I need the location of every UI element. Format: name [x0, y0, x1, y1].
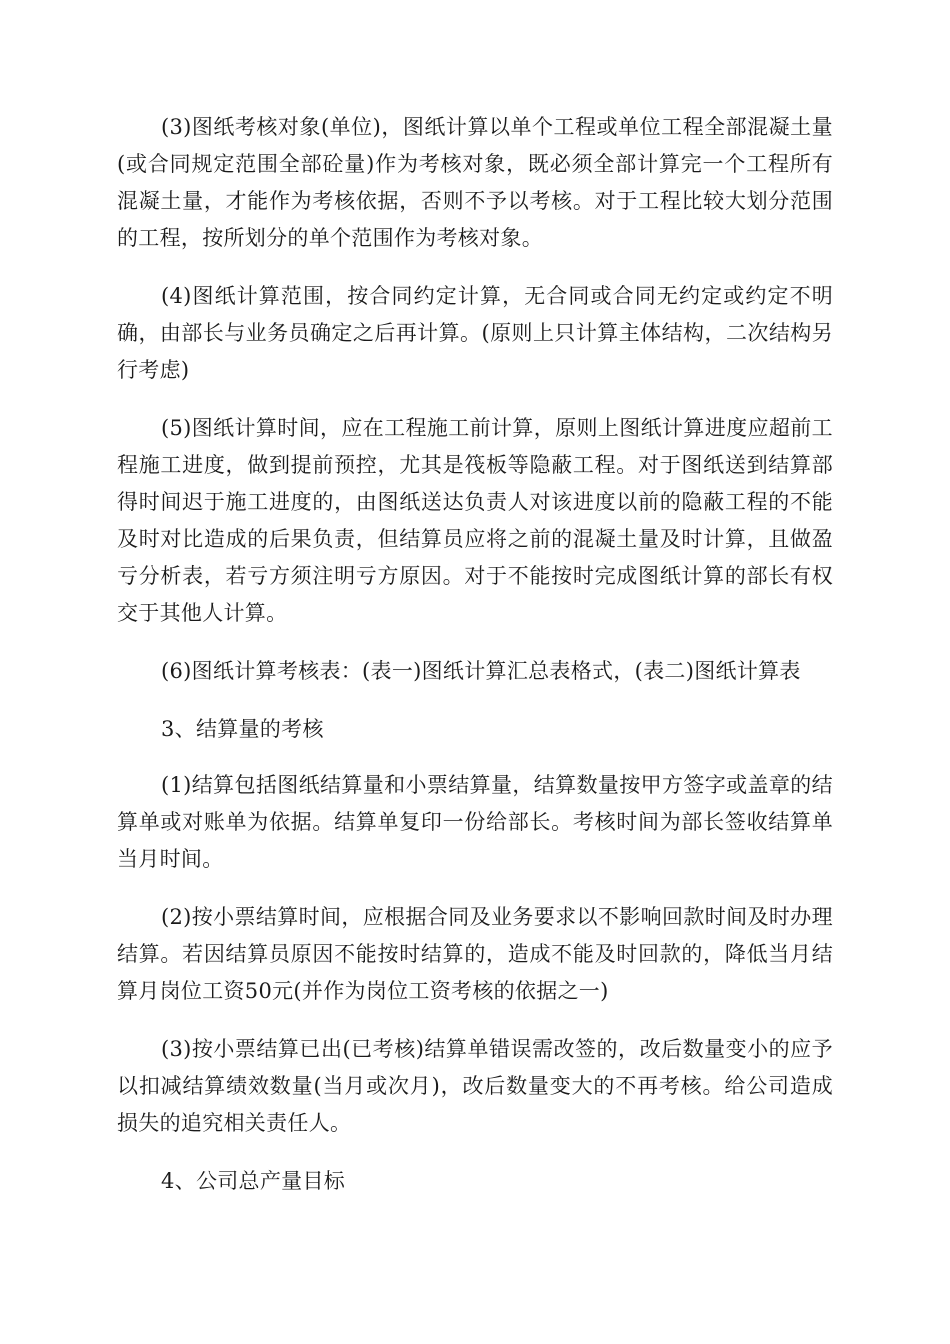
- paragraph-ticket-settlement-time: (2)按小票结算时间，应根据合同及业务要求以不影响回款时间及时办理结算。若因结算员原因不能按时结算的，造成不能及时回款的，降低当月结算月岗位工资50元(并作为岗位工资考核的依据之一): [117, 905, 833, 1003]
- document-page: [117, 109, 833, 1219]
- paragraph-drawing-calculation-scope: (4)图纸计算范围，按合同约定计算，无合同或合同无约定或约定不明确，由部长与业务员确定之后再计算。(原则上只计算主体结构，二次结构另行考虑): [117, 284, 833, 382]
- section-heading-settlement-assessment: 3、结算量的考核: [161, 717, 324, 741]
- paragraph-settlement-correction: (3)按小票结算已出(已考核)结算单错误需改签的，改后数量变小的应予以扣减结算绩效数量(当月或次月)，改后数量变大的不再考核。给公司造成损失的追究相关责任人。: [117, 1037, 833, 1135]
- section-heading-total-output-target: 4、公司总产量目标: [161, 1169, 346, 1193]
- paragraph-drawing-assessment-tables: (6)图纸计算考核表：(表一)图纸计算汇总表格式，(表二)图纸计算表: [161, 659, 801, 683]
- paragraph-drawing-calculation-time: (5)图纸计算时间，应在工程施工前计算，原则上图纸计算进度应超前工程施工进度，做到提前预控，尤其是筏板等隐蔽工程。对于图纸送到结算部得时间迟于施工进度的，由图纸送达负责人对该进度以前的隐蔽工程的不能及时对比造成的后果负责，但结算员应将之前的混凝土量及时计算，且做盈亏分析表，若亏方须注明亏方原因。对于不能按时完成图纸计算的部长有权交于其他人计算。: [117, 416, 833, 625]
- paragraph-drawing-assessment-object: (3)图纸考核对象(单位)，图纸计算以单个工程或单位工程全部混凝土量(或合同规定范围全部砼量)作为考核对象，既必须全部计算完一个工程所有混凝土量，才能作为考核依据，否则不予以考核。对于工程比较大划分范围的工程，按所划分的单个范围作为考核对象。: [117, 115, 833, 250]
- paragraph-settlement-basis: (1)结算包括图纸结算量和小票结算量，结算数量按甲方签字或盖章的结算单或对账单为依据。结算单复印一份给部长。考核时间为部长签收结算单当月时间。: [117, 773, 833, 871]
